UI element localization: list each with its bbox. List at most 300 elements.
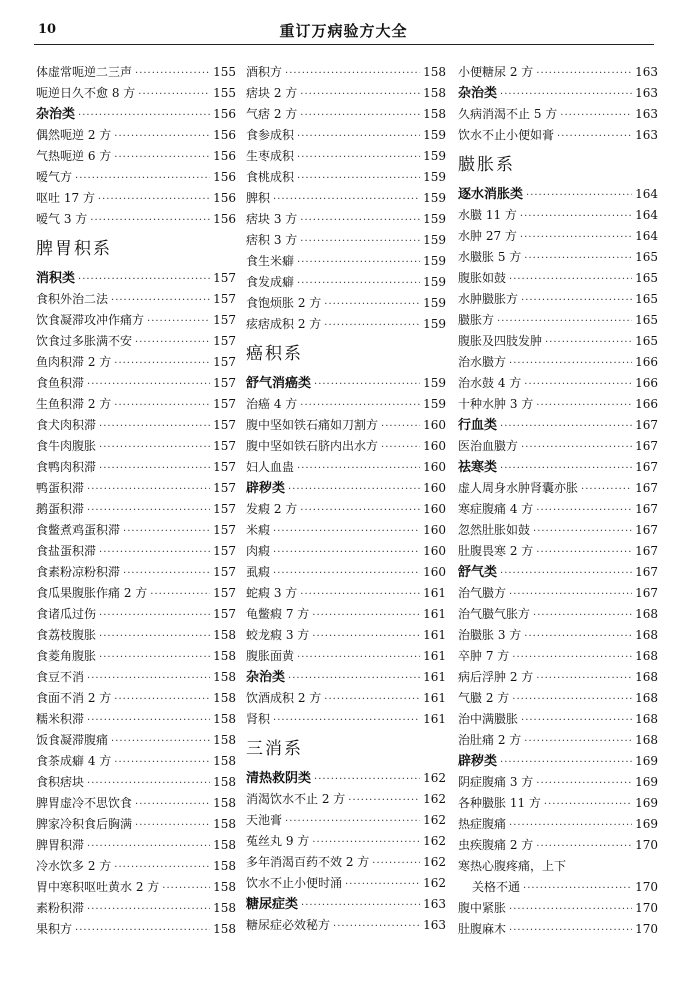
toc-entry-title: 腹胀如鼓 xyxy=(458,271,507,285)
toc-entry-title: 食积外治二法 xyxy=(36,292,109,306)
toc-page-number: 167 xyxy=(635,502,658,516)
dot-leader xyxy=(509,815,632,836)
toc-entry-title: 治水臌方 xyxy=(458,355,507,369)
toc-entry xyxy=(246,251,446,272)
toc-page-number: 165 xyxy=(635,334,658,348)
dot-leader xyxy=(520,227,632,248)
dot-leader xyxy=(300,105,420,126)
toc-entry xyxy=(36,583,236,604)
toc-page-number: 167 xyxy=(635,460,658,474)
toc-entry xyxy=(458,877,658,898)
toc-entry xyxy=(246,852,446,873)
toc-entry-title: 腹中坚如铁石脐内出水方 xyxy=(246,439,379,453)
dot-leader xyxy=(544,794,632,815)
dot-leader xyxy=(99,605,210,626)
dot-leader xyxy=(536,395,632,416)
dot-leader xyxy=(509,353,632,374)
dot-leader xyxy=(297,647,420,668)
toc-entry xyxy=(458,730,658,751)
toc-entry xyxy=(36,352,236,373)
dot-leader xyxy=(99,416,210,437)
toc-entry xyxy=(458,226,658,247)
toc-entry xyxy=(458,520,658,541)
toc-entry-title: 脾胃积滞 xyxy=(36,838,85,852)
toc-entry-title: 嗳气 3 方 xyxy=(36,212,88,226)
toc-page-number: 170 xyxy=(635,838,658,852)
dot-leader xyxy=(536,668,632,689)
toc-entry xyxy=(36,646,236,667)
toc-page-number: 163 xyxy=(635,65,658,79)
dot-leader xyxy=(99,626,210,647)
toc-entry xyxy=(246,688,446,709)
toc-entry xyxy=(36,478,236,499)
toc-entry-title: 饮酒成积 2 方 xyxy=(246,691,322,705)
toc-entry-title: 素粉积滞 xyxy=(36,901,85,915)
toc-entry-title: 食茶成癖 4 方 xyxy=(36,754,112,768)
dot-leader xyxy=(147,311,210,332)
toc-entry xyxy=(36,667,236,688)
toc-page-number: 161 xyxy=(423,670,446,684)
dot-leader xyxy=(509,920,632,941)
dot-leader xyxy=(99,542,210,563)
toc-entry xyxy=(36,310,236,331)
toc-page-number: 168 xyxy=(635,607,658,621)
toc-entry xyxy=(36,604,236,625)
toc-entry xyxy=(246,272,446,293)
dot-leader xyxy=(87,773,210,794)
dot-leader xyxy=(114,857,210,878)
toc-entry-title: 食生米癖 xyxy=(246,254,295,268)
toc-entry-title: 气热呃逆 6 方 xyxy=(36,149,112,163)
toc-page-number: 158 xyxy=(213,628,236,642)
toc-page-number: 159 xyxy=(423,128,446,142)
toc-entry-title: 呕吐 17 方 xyxy=(36,191,95,205)
dot-leader xyxy=(288,479,420,500)
toc-entry-title: 米瘕 xyxy=(246,523,271,537)
dot-leader xyxy=(533,521,632,542)
toc-entry xyxy=(246,167,446,188)
toc-entry xyxy=(246,436,446,457)
toc-entry-title: 胃中寒积呕吐黄水 2 方 xyxy=(36,880,160,894)
toc-entry xyxy=(458,268,658,289)
dot-leader xyxy=(138,84,210,105)
dot-leader xyxy=(273,563,420,584)
toc-entry-title: 各种臌胀 11 方 xyxy=(458,796,541,810)
toc-entry-title: 果积方 xyxy=(36,922,73,936)
toc-page-number: 158 xyxy=(213,922,236,936)
toc-page-number: 169 xyxy=(635,817,658,831)
toc-entry xyxy=(458,688,658,709)
toc-page-number: 166 xyxy=(635,355,658,369)
toc-entry-title: 治气臌气胀方 xyxy=(458,607,531,621)
toc-entry xyxy=(458,436,658,457)
toc-entry xyxy=(458,814,658,835)
dot-leader xyxy=(75,168,210,189)
dot-leader xyxy=(521,710,632,731)
toc-entry-title: 菟丝丸 9 方 xyxy=(246,834,310,848)
toc-page-number: 156 xyxy=(213,212,236,226)
toc-entry-title: 生鱼积滞 2 方 xyxy=(36,397,112,411)
toc-page-number: 157 xyxy=(213,586,236,600)
dot-leader xyxy=(500,563,632,584)
toc-entry-title: 食牛肉腹胀 xyxy=(36,439,97,453)
dot-leader xyxy=(114,752,210,773)
toc-page-number: 157 xyxy=(213,481,236,495)
dot-leader xyxy=(90,210,210,231)
toc-entry xyxy=(246,457,446,478)
toc-entry xyxy=(458,772,658,793)
dot-leader xyxy=(111,731,210,752)
toc-page-number: 155 xyxy=(213,86,236,100)
toc-page-number: 160 xyxy=(423,481,446,495)
toc-page-number: 168 xyxy=(635,712,658,726)
toc-page-number: 168 xyxy=(635,691,658,705)
toc-entry xyxy=(458,898,658,919)
toc-entry-title: 虚人周身水肿肾囊亦胀 xyxy=(458,481,579,495)
dot-leader xyxy=(524,731,632,752)
toc-entry xyxy=(458,667,658,688)
toc-page-number: 161 xyxy=(423,649,446,663)
toc-page-number: 158 xyxy=(423,107,446,121)
toc-entry xyxy=(36,83,236,104)
toc-page-number: 164 xyxy=(635,208,658,222)
toc-category xyxy=(246,373,446,394)
toc-page-number: 167 xyxy=(635,523,658,537)
dot-leader xyxy=(324,689,420,710)
toc-page-number: 158 xyxy=(213,712,236,726)
dot-leader xyxy=(78,105,210,126)
toc-entry xyxy=(36,562,236,583)
toc-page-number: 157 xyxy=(213,418,236,432)
toc-entry-title: 臌胀方 xyxy=(458,313,495,327)
toc-entry-title: 食犬肉积滞 xyxy=(36,418,97,432)
toc-entry xyxy=(246,125,446,146)
toc-page-number: 166 xyxy=(635,376,658,390)
toc-page-number: 158 xyxy=(213,649,236,663)
dot-leader xyxy=(557,126,632,147)
toc-entry xyxy=(36,898,236,919)
toc-entry xyxy=(246,646,446,667)
toc-entry xyxy=(36,188,236,209)
dot-leader xyxy=(87,836,210,857)
toc-entry xyxy=(458,394,658,415)
toc-entry xyxy=(458,205,658,226)
toc-entry-title: 腹中坚如铁石痛如刀割方 xyxy=(246,418,379,432)
toc-page-number: 166 xyxy=(635,397,658,411)
toc-page-number: 163 xyxy=(635,86,658,100)
toc-page-number: 160 xyxy=(423,460,446,474)
dot-leader xyxy=(533,605,632,626)
dot-leader xyxy=(512,689,632,710)
toc-entry xyxy=(458,352,658,373)
toc-page-number: 158 xyxy=(213,838,236,852)
dot-leader xyxy=(114,689,210,710)
section-heading: 脾胃积系 xyxy=(36,239,112,259)
toc-page-number: 157 xyxy=(213,334,236,348)
toc-entry-title: 发瘕 2 方 xyxy=(246,502,298,516)
dot-leader xyxy=(135,815,210,836)
toc-page-number: 161 xyxy=(423,586,446,600)
toc-entry xyxy=(458,541,658,562)
toc-page-number: 159 xyxy=(423,233,446,247)
toc-entry-title: 舒气消癌类 xyxy=(246,376,312,391)
dot-leader xyxy=(162,878,210,899)
toc-entry-title: 冷水饮多 2 方 xyxy=(36,859,112,873)
toc-entry xyxy=(458,331,658,352)
toc-page-number: 158 xyxy=(423,86,446,100)
toc-entry xyxy=(246,541,446,562)
dot-leader xyxy=(114,126,210,147)
dot-leader xyxy=(114,147,210,168)
dot-leader xyxy=(99,437,210,458)
toc-entry-title: 食鸭肉积滞 xyxy=(36,460,97,474)
book-title: 重订万病验方大全 xyxy=(279,22,408,40)
toc-entry-title: 小便糖尿 2 方 xyxy=(458,65,534,79)
toc-entry xyxy=(36,289,236,310)
toc-entry-title: 杂治类 xyxy=(246,670,286,685)
dot-leader xyxy=(273,521,420,542)
toc-entry xyxy=(36,331,236,352)
toc-page-number: 156 xyxy=(213,191,236,205)
dot-leader xyxy=(75,920,210,941)
toc-entry xyxy=(458,583,658,604)
toc-entry-title: 鱼肉积滞 2 方 xyxy=(36,355,112,369)
toc-category xyxy=(458,457,658,478)
toc-entry-title: 糯米积滞 xyxy=(36,712,85,726)
toc-page-number: 165 xyxy=(635,250,658,264)
toc-column-1 xyxy=(36,62,236,940)
toc-entry-title: 食参成积 xyxy=(246,128,295,142)
toc-entry xyxy=(36,709,236,730)
toc-entry-title: 食豆不消 xyxy=(36,670,85,684)
toc-entry xyxy=(246,831,446,852)
toc-entry-title: 忽然肚胀如鼓 xyxy=(458,523,531,537)
toc-entry-title: 饮食凝滞攻冲作痛方 xyxy=(36,313,145,327)
dot-leader xyxy=(521,290,632,311)
toc-entry-title: 肾积 xyxy=(246,712,271,726)
toc-entry xyxy=(246,188,446,209)
dot-leader xyxy=(273,710,420,731)
dot-leader xyxy=(87,374,210,395)
dot-leader xyxy=(314,769,420,790)
toc-entry-title: 糖尿症类 xyxy=(246,897,299,912)
dot-leader xyxy=(312,605,420,626)
toc-page-number: 162 xyxy=(423,876,446,890)
toc-page-number: 169 xyxy=(635,796,658,810)
toc-entry-title: 饭食凝滞腹痛 xyxy=(36,733,109,747)
toc-entry xyxy=(458,373,658,394)
dot-leader xyxy=(301,895,420,916)
section-heading: 癌积系 xyxy=(246,344,303,364)
toc-page-number: 168 xyxy=(635,649,658,663)
toc-page-number: 157 xyxy=(213,376,236,390)
toc-page-number: 168 xyxy=(635,733,658,747)
toc-page-number: 155 xyxy=(213,65,236,79)
toc-entry-title: 逐水消胀类 xyxy=(458,187,524,202)
toc-entry xyxy=(246,604,446,625)
dot-leader xyxy=(273,189,420,210)
dot-leader xyxy=(333,916,420,937)
toc-entry-title: 久病消渴不止 5 方 xyxy=(458,107,558,121)
toc-entry xyxy=(458,646,658,667)
toc-entry xyxy=(246,394,446,415)
dot-leader xyxy=(526,185,632,206)
dot-leader xyxy=(381,437,420,458)
dot-leader xyxy=(87,668,210,689)
toc-page-number: 160 xyxy=(423,544,446,558)
toc-page-number: 158 xyxy=(213,880,236,894)
toc-entry xyxy=(36,436,236,457)
toc-page-number: 160 xyxy=(423,418,446,432)
toc-entry xyxy=(458,856,658,877)
dot-leader xyxy=(500,84,632,105)
toc-entry xyxy=(246,415,446,436)
dot-leader xyxy=(500,752,632,773)
toc-entry xyxy=(36,373,236,394)
toc-page-number: 162 xyxy=(423,855,446,869)
toc-entry-title: 虱瘕 xyxy=(246,565,271,579)
dot-leader xyxy=(536,63,632,84)
toc-entry xyxy=(36,919,236,940)
toc-page-number: 161 xyxy=(423,628,446,642)
toc-page-number: 162 xyxy=(423,813,446,827)
toc-page-number: 157 xyxy=(213,271,236,285)
toc-entry xyxy=(36,877,236,898)
toc-entry xyxy=(36,835,236,856)
toc-entry xyxy=(246,562,446,583)
dot-leader xyxy=(135,63,210,84)
toc-entry-title: 治气臌方 xyxy=(458,586,507,600)
toc-entry-title: 十种水肿 3 方 xyxy=(458,397,534,411)
toc-entry xyxy=(36,209,236,230)
toc-entry xyxy=(246,810,446,831)
toc-page-number: 165 xyxy=(635,271,658,285)
toc-entry-title: 生枣成积 xyxy=(246,149,295,163)
dot-leader xyxy=(150,584,210,605)
toc-entry-title: 腹中紧胀 xyxy=(458,901,507,915)
toc-entry-title: 治中满臌胀 xyxy=(458,712,519,726)
toc-entry-title: 饮水不止小便如膏 xyxy=(458,128,555,142)
toc-page-number: 161 xyxy=(423,607,446,621)
toc-entry-title: 水肿 27 方 xyxy=(458,229,517,243)
toc-category xyxy=(36,104,236,125)
toc-entry-title: 舒气类 xyxy=(458,565,498,580)
toc-entry-title: 水臌胀 5 方 xyxy=(458,250,522,264)
toc-entry xyxy=(246,146,446,167)
toc-page-number: 159 xyxy=(423,254,446,268)
toc-page-number: 163 xyxy=(635,128,658,142)
toc-entry-title: 呃逆日久不愈 8 方 xyxy=(36,86,136,100)
toc-page-number: 156 xyxy=(213,149,236,163)
toc-page-number: 167 xyxy=(635,565,658,579)
toc-page-number: 159 xyxy=(423,317,446,331)
toc-entry-title: 祛寒类 xyxy=(458,460,498,475)
toc-page-number: 156 xyxy=(213,170,236,184)
toc-page-number: 165 xyxy=(635,313,658,327)
toc-page-number: 168 xyxy=(635,628,658,642)
dot-leader xyxy=(87,710,210,731)
toc-entry-title: 寒热心腹疼痛，上下 xyxy=(458,859,567,873)
toc-page-number: 160 xyxy=(423,502,446,516)
dot-leader xyxy=(581,479,632,500)
toc-category xyxy=(458,83,658,104)
toc-page-number: 157 xyxy=(213,439,236,453)
toc-page-number: 162 xyxy=(423,771,446,785)
dot-leader xyxy=(87,500,210,521)
toc-page-number: 160 xyxy=(423,565,446,579)
toc-entry xyxy=(36,541,236,562)
dot-leader xyxy=(297,126,420,147)
toc-page-number: 156 xyxy=(213,107,236,121)
toc-entry-title: 肚腹麻木 xyxy=(458,922,507,936)
toc-page-number: 167 xyxy=(635,418,658,432)
toc-page-number: 158 xyxy=(213,817,236,831)
toc-entry xyxy=(246,209,446,230)
dot-leader xyxy=(509,269,632,290)
toc-entry-title: 卒肿 7 方 xyxy=(458,649,510,663)
toc-entry xyxy=(458,125,658,146)
toc-page-number: 157 xyxy=(213,355,236,369)
toc-category xyxy=(458,184,658,205)
toc-category xyxy=(246,768,446,789)
toc-category xyxy=(458,751,658,772)
toc-entry xyxy=(246,293,446,314)
toc-page-number: 159 xyxy=(423,191,446,205)
toc-entry-title: 食积痞块 xyxy=(36,775,85,789)
toc-entry xyxy=(246,230,446,251)
toc-page-number: 167 xyxy=(635,439,658,453)
dot-leader xyxy=(524,626,632,647)
dot-leader xyxy=(345,874,420,895)
toc-entry-title: 寒症腹痛 4 方 xyxy=(458,502,534,516)
toc-entry-title: 食瓜果腹胀作痛 2 方 xyxy=(36,586,148,600)
toc-page-number: 165 xyxy=(635,292,658,306)
toc-page-number: 161 xyxy=(423,712,446,726)
toc-category xyxy=(36,268,236,289)
toc-entry-title: 食菱角腹胀 xyxy=(36,649,97,663)
toc-entry xyxy=(458,835,658,856)
dot-leader xyxy=(300,395,420,416)
dot-leader xyxy=(99,647,210,668)
dot-leader xyxy=(285,63,420,84)
toc-entry-title: 治水鼓 4 方 xyxy=(458,376,522,390)
toc-entry-title: 消积类 xyxy=(36,271,76,286)
toc-page-number: 157 xyxy=(213,523,236,537)
toc-category xyxy=(246,478,446,499)
toc-entry-title: 食荔枝腹胀 xyxy=(36,628,97,642)
toc-entry xyxy=(246,520,446,541)
toc-entry xyxy=(36,62,236,83)
toc-entry-title: 食桃成积 xyxy=(246,170,295,184)
toc-entry-title: 脾积 xyxy=(246,191,271,205)
toc-entry xyxy=(246,915,446,936)
toc-page-number: 170 xyxy=(635,922,658,936)
toc-entry xyxy=(458,62,658,83)
dot-leader xyxy=(536,542,632,563)
toc-entry-title: 治肚痛 2 方 xyxy=(458,733,522,747)
toc-page-number: 169 xyxy=(635,775,658,789)
dot-leader xyxy=(512,647,632,668)
toc-category xyxy=(246,667,446,688)
section-heading: 臌胀系 xyxy=(458,155,515,175)
dot-leader xyxy=(297,458,420,479)
toc-page-number: 158 xyxy=(423,65,446,79)
dot-leader xyxy=(500,458,632,479)
toc-entry xyxy=(246,625,446,646)
toc-entry-title: 食盐蛋积滞 xyxy=(36,544,97,558)
toc-entry-title: 脾胃虚冷不思饮食 xyxy=(36,796,133,810)
dot-leader xyxy=(123,521,210,542)
